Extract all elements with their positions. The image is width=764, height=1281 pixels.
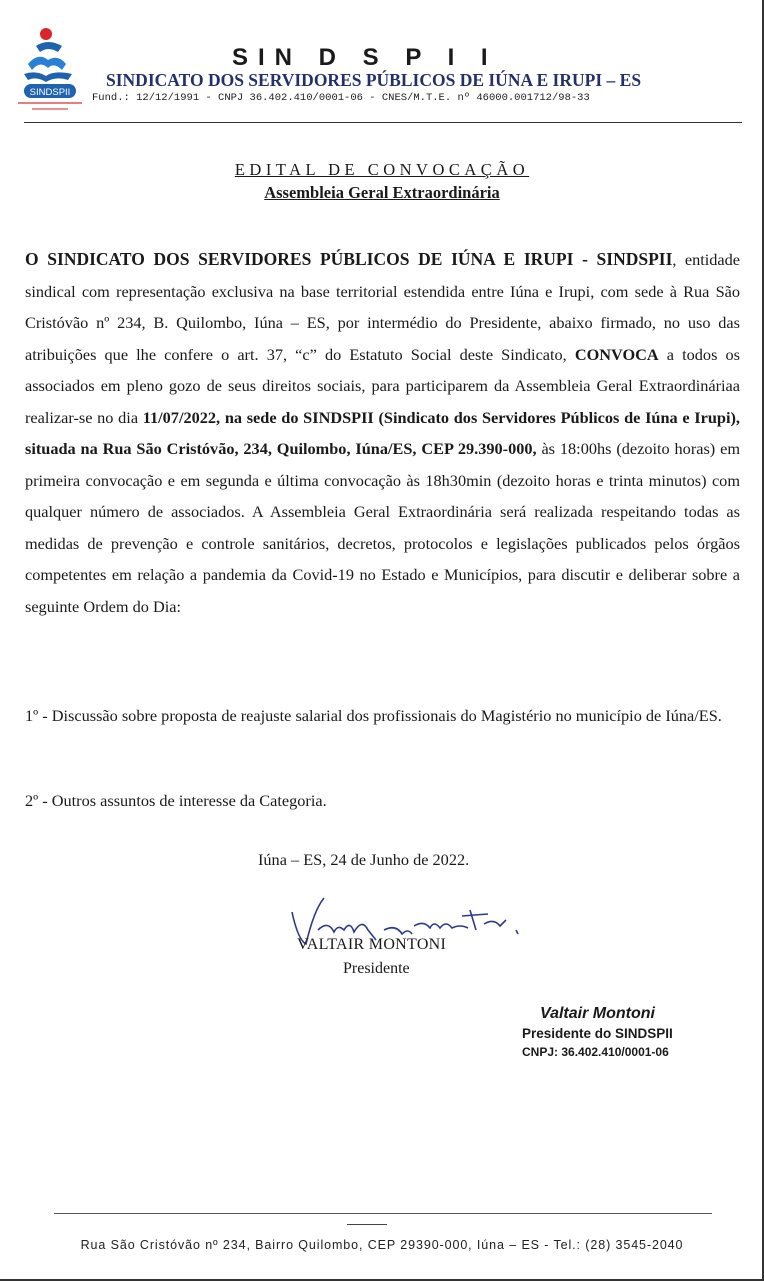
footer-address: Rua São Cristóvão nº 234, Bairro Quilombo, CEP 29390-000, Iúna – ES - Tel.: (28) 3545-2040: [80, 1238, 684, 1252]
paragraph-text-b: a todos os associados em pleno gozo de seus direitos sociais, para participarem da Assembleia Geral Extraordináriaa realizar-se no dia: [25, 344, 740, 427]
signer-name: VALTAIR MONTONI: [297, 936, 447, 953]
agenda-item: 2º - Outros assuntos de interesse da Categoria.: [25, 791, 327, 810]
paragraph-date-place: 11/07/2022, na sede do SINDSPII (Sindicato dos Servidores Públicos de Iúna e Irupi), situada na Rua São Cristóvão, 234, Quilombo, Iúna/ES, CEP 29.390-000,: [25, 407, 740, 458]
place-and-date: Iúna – ES, 24 de Junho de 2022.: [258, 850, 470, 869]
agenda-item: 1º - Discussão sobre proposta de reajuste salarial dos profissionais do Magistério no município de Iúna/ES.: [25, 706, 722, 725]
logo-wordmark: SINDSPII: [29, 87, 71, 98]
president-stamp: [522, 1004, 673, 1061]
notice-title: EDITAL DE CONVOCAÇÃO: [234, 160, 530, 179]
stamp-role: Presidente do SINDSPII: [522, 1026, 673, 1041]
stamp-name: Valtair Montoni: [540, 1005, 655, 1022]
footer-divider: [54, 1213, 712, 1214]
paragraph-convoca: CONVOCA: [574, 344, 659, 364]
footer-tick: [347, 1224, 387, 1225]
paragraph-lead: O SINDICATO DOS SERVIDORES PÚBLICOS DE IÚNA E IRUPI - SINDSPII: [25, 249, 673, 269]
stamp-cnpj: CNPJ: 36.402.410/0001-06: [522, 1045, 669, 1059]
paragraph-text-a: , entidade sindical com representação exclusiva na base territorial estendida entre Iúna e Irupi, com sede à Rua São Cristóvão nº 234, B. Quilombo, Iúna – ES, por intermédio do Presidente, abaixo firmado, no uso das atribuições que lhe confere o art. 37, “c” do Estatuto Social deste Sindicato,: [25, 250, 740, 364]
notice-subtitle: Assembleia Geral Extraordinária: [264, 183, 500, 202]
organization-name: SINDICATO DOS SERVIDORES PÚBLICOS DE IÚNA E IRUPI – ES: [106, 70, 642, 90]
registry-info: Fund.: 12/12/1991 - CNPJ 36.402.410/0001-06 - CNES/M.T.E. nº 46000.001712/98-33: [92, 92, 590, 104]
signer-role: Presidente: [343, 960, 410, 977]
convocation-paragraph: [25, 244, 740, 622]
paragraph-text-c: às 18:00hs (dezoito horas) em primeira convocação e em segunda e última convocação às 18h30min (dezoito horas e trinta minutos) com qualquer número de associados. A Assembleia Geral Extraordinária será realizada respeitando todas as medidas de prevenção e controle sanitários, decretos, protocolos e legislações publicados pelos órgãos competentes em relação a pandemia da Covid-19 no Estado e Municípios, para discutir e deliberar sobre a seguinte Ordem do Dia:: [25, 439, 740, 616]
sindspii-logo: [18, 24, 92, 118]
header-divider: [24, 122, 742, 123]
brand-name: SIN D S P I I: [232, 44, 498, 71]
